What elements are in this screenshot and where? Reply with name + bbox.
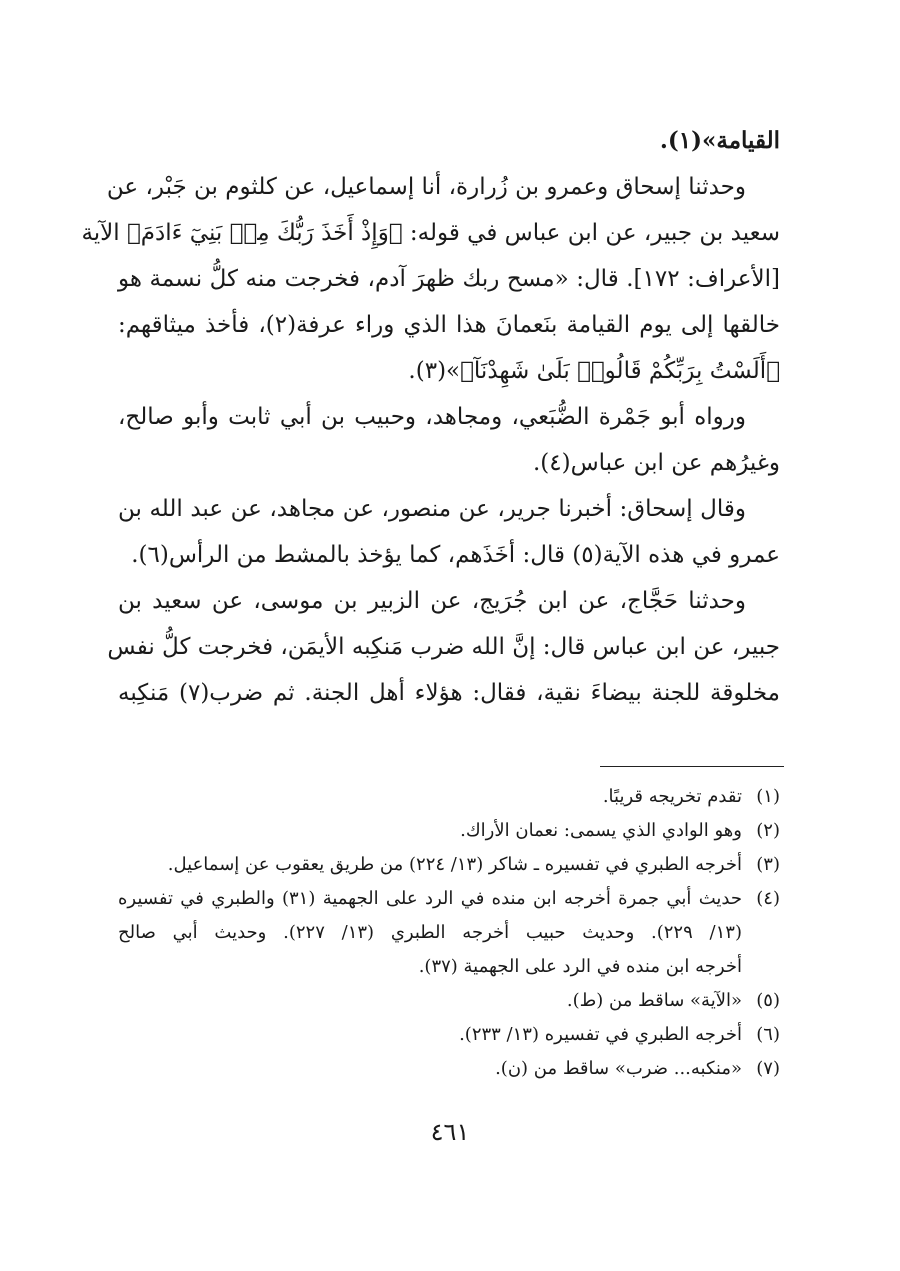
footnote xyxy=(118,1018,780,1052)
footnote xyxy=(118,882,780,984)
footnote-number: (١) xyxy=(756,786,780,807)
footnote-text: وهو الوادي الذي يسمى: نعمان الأراك. xyxy=(460,820,742,841)
footnote-separator xyxy=(600,766,784,767)
footnote-text: حديث أبي جمرة أخرجه ابن منده في الرد على الجهمية (٣١) والطبري في تفسيره xyxy=(118,888,742,909)
footnote-number: (٦) xyxy=(756,1024,780,1045)
text-line: [الأعراف: ١٧٢]. قال: «مسح ربك ظهرَ آدم، فخرجت منه كلُّ نسمة هو xyxy=(118,266,780,292)
footnote xyxy=(118,780,780,814)
text-line: وغيرُهم عن ابن عباس(٤). xyxy=(532,450,780,476)
footnote-text: «الآية» ساقط من (ط). xyxy=(566,990,742,1011)
footnote xyxy=(118,1052,780,1086)
text-line: جبير، عن ابن عباس قال: إنَّ الله ضرب مَنكِبه الأيمَن، فخرجت كلُّ نفس xyxy=(107,634,780,660)
footnote-number: (٥) xyxy=(756,990,780,1011)
text-line: وحدثنا حَجَّاج، عن ابن جُرَيج، عن الزبير بن موسى، عن سعيد بن xyxy=(118,588,746,614)
text-line: ورواه أبو جَمْرة الضُّبَعي، ومجاهد، وحبيب بن أبي ثابت وأبو صالح، xyxy=(118,404,746,430)
text-line: سعيد بن جبير، عن ابن عباس في قوله: ﴿وَإِذْ أَخَذَ رَبُّكَ مِنۢ بَنِيٓ ءَادَمَ﴾ الآية xyxy=(81,220,780,246)
footnote-number: (٤) xyxy=(756,888,780,909)
footnote xyxy=(118,814,780,848)
footnote-number: (٣) xyxy=(756,854,780,875)
text-line: وقال إسحاق: أخبرنا جرير، عن منصور، عن مجاهد، عن عبد الله بن xyxy=(118,496,746,522)
text-line: عمرو في هذه الآية(٥) قال: أخَذَهم، كما يؤخذ بالمشط من الرأس(٦). xyxy=(131,542,780,568)
footnote-text: أخرجه الطبري في تفسيره ـ شاكر (١٣/ ٢٢٤) من طريق يعقوب عن إسماعيل. xyxy=(167,854,742,875)
footnote-text: تقدم تخريجه قريبًا. xyxy=(602,786,742,807)
footnote-text: «منكبه... ضرب» ساقط من (ن). xyxy=(495,1058,742,1079)
text-line: وحدثنا إسحاق وعمرو بن زُرارة، أنا إسماعيل، عن كلثوم بن جَبْر، عن xyxy=(106,174,746,200)
page-number: ٤٦١ xyxy=(430,1118,470,1146)
footnote-number: (٧) xyxy=(756,1058,780,1079)
text-line: خالقها إلى يوم القيامة بنَعمانَ هذا الذي وراء عرفة(٢)، فأخذ ميثاقهم: xyxy=(118,312,780,338)
footnote-number: (٢) xyxy=(756,820,780,841)
footnote-text: أخرجه ابن منده في الرد على الجهمية (٣٧). xyxy=(418,956,742,977)
footnote xyxy=(118,984,780,1018)
text-line: ﴿أَلَسْتُ بِرَبِّكُمْ قَالُوا۟ بَلَىٰ شَهِدْنَآ﴾»(٣). xyxy=(408,358,780,384)
footnote-text: (١٣/ ٢٢٩). وحديث حبيب أخرجه الطبري (١٣/ ٢٢٧). وحديث أبي صالح xyxy=(118,922,742,943)
main-text xyxy=(81,118,780,716)
text-line: القيامة»(١). xyxy=(659,127,780,154)
text-line: مخلوقة للجنة بيضاءَ نقية، فقال: هؤلاء أهل الجنة. ثم ضرب(٧) مَنكِبه xyxy=(118,680,780,706)
footnote xyxy=(118,848,780,882)
footnotes xyxy=(118,780,780,1086)
footnote-text: أخرجه الطبري في تفسيره (١٣/ ٢٣٣). xyxy=(459,1024,742,1045)
